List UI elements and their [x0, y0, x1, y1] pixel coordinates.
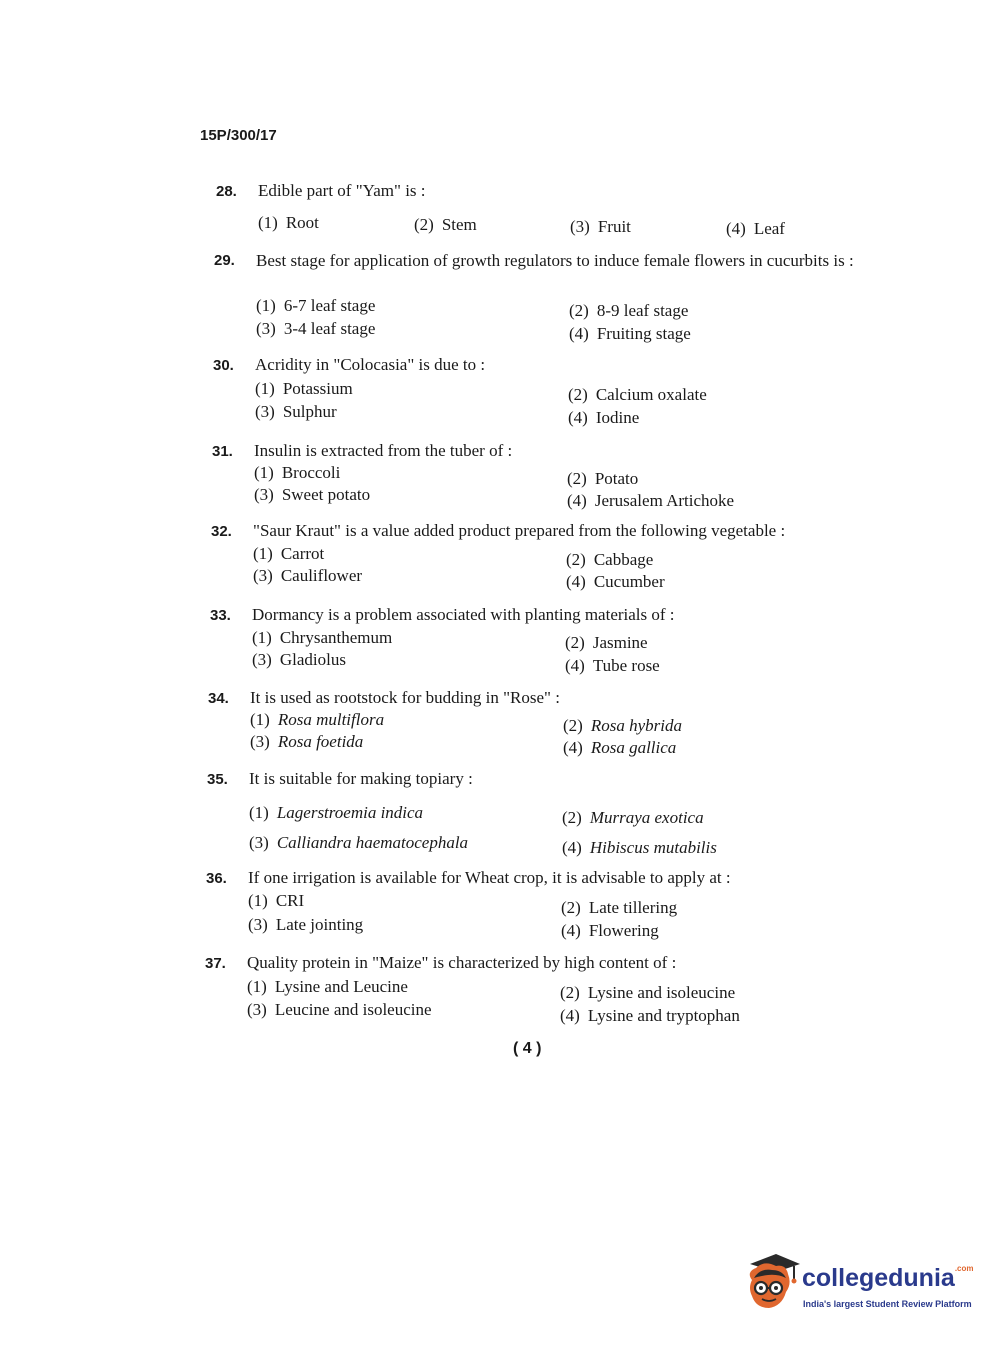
question-text: It is used as rootstock for budding in "Rose" : [250, 688, 560, 707]
question-number: 32. [211, 523, 232, 540]
question-text: Quality protein in "Maize" is characterized by high content of : [247, 953, 677, 972]
question-number: 31. [212, 443, 233, 460]
option-3: (3) Leucine and isoleucine [247, 1000, 432, 1019]
option-4: (4) Iodine [568, 408, 640, 427]
option-3: (3) Calliandra haematocephala [249, 833, 469, 852]
question-number: 35. [207, 771, 228, 788]
question-text: Best stage for application of growth regulators to induce female flowers in cucurbits is : [256, 251, 854, 270]
option-1: (1) Lysine and Leucine [247, 977, 408, 996]
question-text: Dormancy is a problem associated with planting materials of : [252, 605, 675, 624]
option-3: (3) Late jointing [248, 915, 364, 934]
option-2: (2) Stem [414, 215, 477, 234]
question-number: 30. [213, 357, 234, 374]
option-1: (1) Lagerstroemia indica [249, 803, 424, 822]
option-3: (3) 3-4 leaf stage [256, 319, 376, 338]
option-4: (4) Leaf [726, 219, 785, 238]
option-4: (4) Cucumber [566, 572, 665, 591]
option-3: (3) Sweet potato [254, 485, 371, 504]
option-4: (4) Lysine and tryptophan [560, 1006, 740, 1025]
question-number: 34. [208, 690, 229, 707]
option-1: (1) Carrot [253, 544, 325, 563]
option-4: (4) Jerusalem Artichoke [567, 491, 735, 510]
option-3: (3) Sulphur [255, 402, 337, 421]
collegedunia-logo [742, 1250, 972, 1320]
option-2: (2) Cabbage [566, 550, 654, 569]
page-number: ( 4 ) [513, 1040, 542, 1057]
option-2: (2) 8-9 leaf stage [569, 301, 689, 320]
question-number: 33. [210, 607, 231, 624]
option-1: (1) Broccoli [254, 463, 341, 482]
option-2: (2) Lysine and isoleucine [560, 983, 736, 1002]
question-text: Edible part of "Yam" is : [258, 181, 426, 200]
option-1: (1) Root [258, 213, 319, 232]
question-number: 36. [206, 870, 227, 887]
option-1: (1) CRI [248, 891, 305, 910]
question-number: 37. [205, 955, 226, 972]
option-3: (3) Fruit [570, 217, 631, 236]
option-1: (1) Rosa multiflora [250, 710, 385, 729]
question-number: 28. [216, 183, 237, 200]
option-1: (1) 6-7 leaf stage [256, 296, 376, 315]
option-1: (1) Potassium [255, 379, 353, 398]
option-4: (4) Hibiscus mutabilis [562, 838, 717, 857]
option-2: (2) Potato [567, 469, 639, 488]
option-2: (2) Murraya exotica [562, 808, 704, 827]
option-1: (1) Chrysanthemum [252, 628, 393, 647]
paper-code: 15P/300/17 [200, 127, 277, 144]
option-4: (4) Fruiting stage [569, 324, 691, 343]
question-text: It is suitable for making topiary : [249, 769, 473, 788]
option-3: (3) Cauliflower [253, 566, 363, 585]
option-2: (2) Late tillering [561, 898, 678, 917]
option-4: (4) Tube rose [565, 656, 660, 675]
option-2: (2) Rosa hybrida [563, 716, 682, 735]
option-4: (4) Rosa gallica [563, 738, 677, 757]
question-text: Insulin is extracted from the tuber of : [254, 441, 513, 460]
mascot-icon [742, 1250, 802, 1320]
option-4: (4) Flowering [561, 921, 659, 940]
logo-tagline: India's largest Student Review Platform [803, 1299, 972, 1309]
question-number: 29. [214, 252, 235, 269]
option-2: (2) Jasmine [565, 633, 648, 652]
logo-wordmark: collegedunia$^{.com}$ [802, 1264, 974, 1292]
option-3: (3) Rosa foetida [250, 732, 364, 751]
option-2: (2) Calcium oxalate [568, 385, 707, 404]
option-3: (3) Gladiolus [252, 650, 346, 669]
question-text: "Saur Kraut" is a value added product prepared from the following vegetable : [253, 521, 786, 540]
question-text: If one irrigation is available for Wheat crop, it is advisable to apply at : [248, 868, 731, 887]
question-text: Acridity in "Colocasia" is due to : [255, 355, 486, 374]
